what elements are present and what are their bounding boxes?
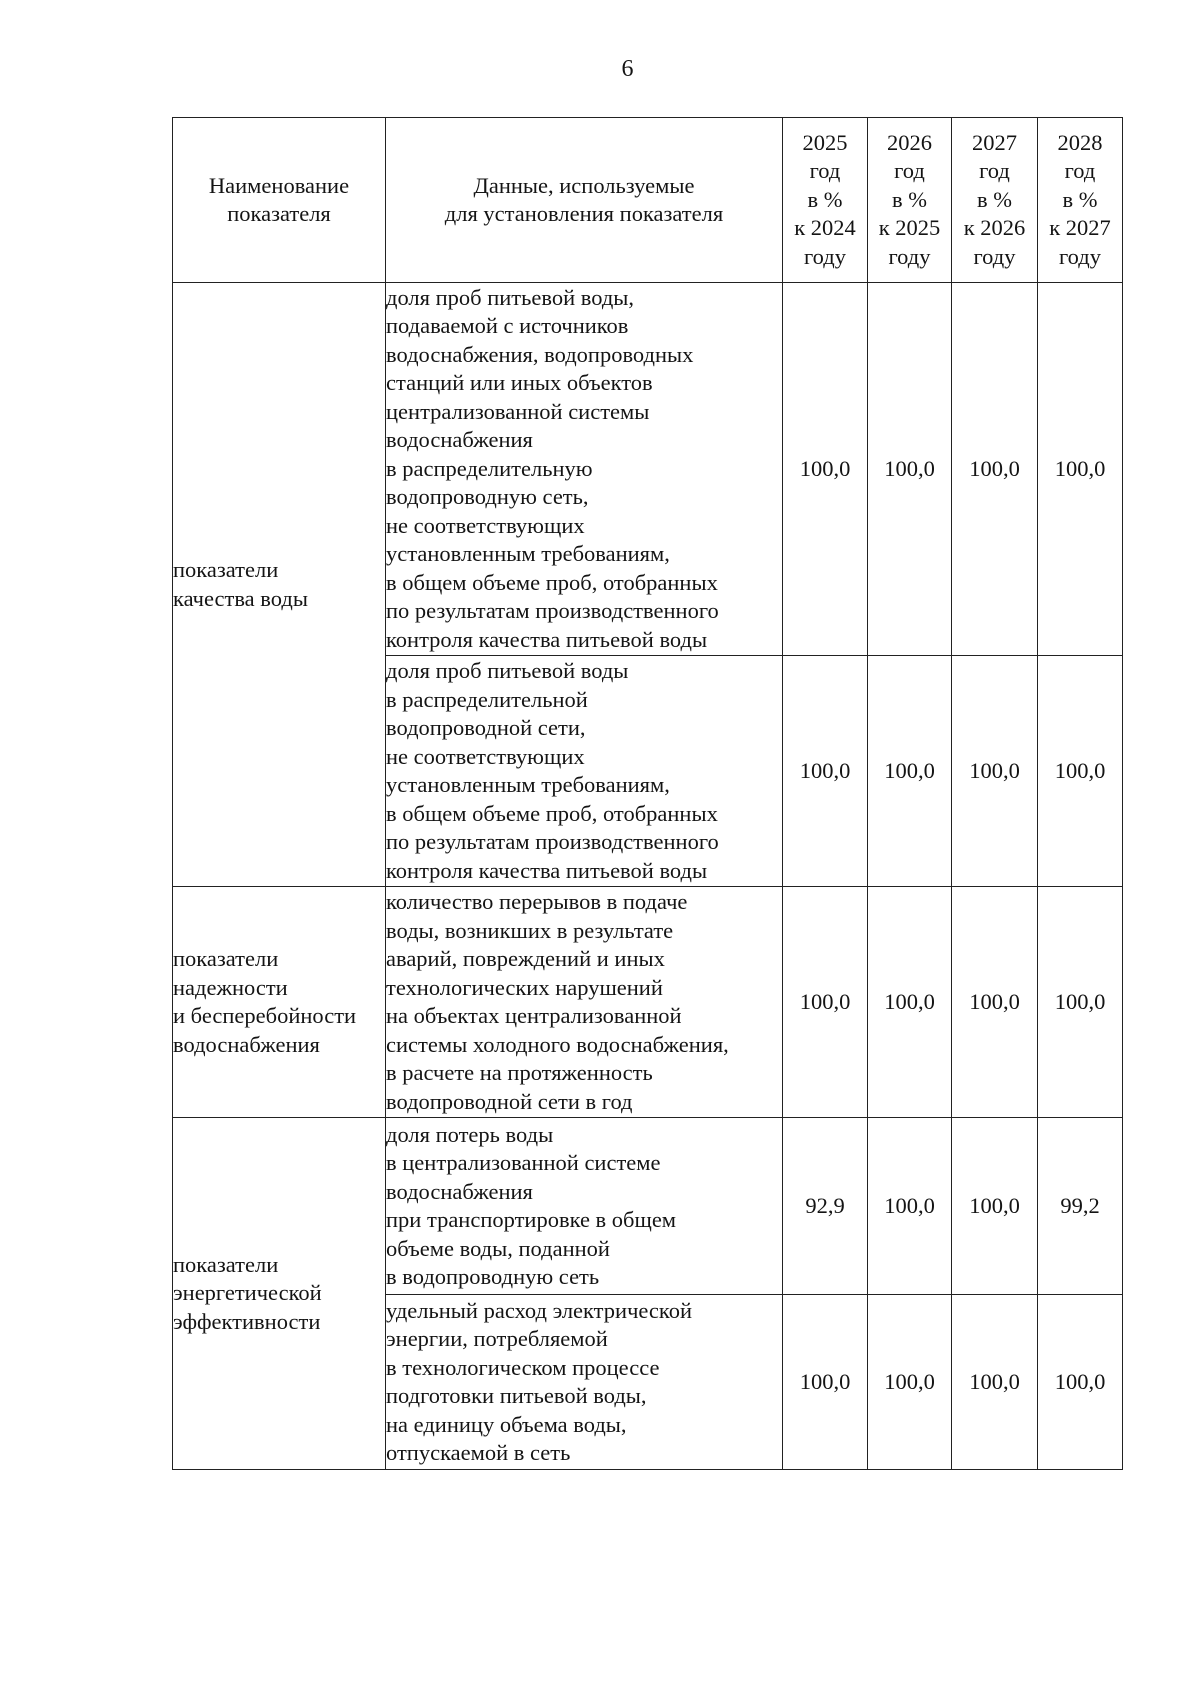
value-2026: 100,0 — [868, 887, 952, 1118]
indicator-name-reliability: показатели надежности и бесперебойности водоснабжения — [173, 887, 386, 1118]
table-row — [173, 887, 1123, 1118]
value-2025: 100,0 — [783, 1295, 868, 1470]
header-year-2026: 2026 год в % к 2025 году — [868, 118, 952, 283]
value-2025: 100,0 — [783, 283, 868, 656]
value-2025: 100,0 — [783, 656, 868, 887]
value-2028: 100,0 — [1038, 1295, 1123, 1470]
value-2025: 100,0 — [783, 887, 868, 1118]
value-2027: 100,0 — [952, 1118, 1038, 1295]
indicator-data: доля потерь воды в централизованной системе водоснабжения при транспортировке в общем объеме воды, поданной в водопроводную сеть — [386, 1118, 783, 1295]
indicator-data: доля проб питьевой воды в распределительной водопроводной сети, не соответствующих установленным требованиям, в общем объеме проб, отобранных по результатам производственного контроля качества питьевой воды — [386, 656, 783, 887]
value-2028: 100,0 — [1038, 283, 1123, 656]
indicator-data: количество перерывов в подаче воды, возникших в результате аварий, повреждений и иных технологических нарушений на объектах централизованной системы холодного водоснабжения, в расчете на протяженность водопроводной сети в год — [386, 887, 783, 1118]
indicator-data: удельный расход электрической энергии, потребляемой в технологическом процессе подготовки питьевой воды, на единицу объема воды, отпускаемой в сеть — [386, 1295, 783, 1470]
value-2026: 100,0 — [868, 283, 952, 656]
indicator-data: доля проб питьевой воды, подаваемой с источников водоснабжения, водопроводных станций или иных объектов централизованной системы водоснабжения в распределительную водопроводную сеть, не соответствующих установленным требованиям, в общем объеме проб, отобранных по результатам производственного контроля качества питьевой воды — [386, 283, 783, 656]
indicators-table — [172, 117, 1123, 1470]
indicator-name-energy-efficiency: показатели энергетической эффективности — [173, 1118, 386, 1470]
value-2026: 100,0 — [868, 1295, 952, 1470]
table-row — [173, 1118, 1123, 1295]
value-2026: 100,0 — [868, 656, 952, 887]
value-2026: 100,0 — [868, 1118, 952, 1295]
indicator-name-water-quality: показатели качества воды — [173, 283, 386, 887]
page-number: 6 — [621, 56, 634, 82]
value-2027: 100,0 — [952, 1295, 1038, 1470]
value-2028: 99,2 — [1038, 1118, 1123, 1295]
table-row — [173, 283, 1123, 656]
value-2027: 100,0 — [952, 887, 1038, 1118]
header-data-used: Данные, используемые для установления показателя — [386, 118, 783, 283]
value-2027: 100,0 — [952, 283, 1038, 656]
value-2028: 100,0 — [1038, 887, 1123, 1118]
header-year-2027: 2027 год в % к 2026 году — [952, 118, 1038, 283]
header-indicator-name: Наименование показателя — [173, 118, 386, 283]
header-year-2028: 2028 год в % к 2027 году — [1038, 118, 1123, 283]
header-year-2025: 2025 год в % к 2024 году — [783, 118, 868, 283]
value-2025: 92,9 — [783, 1118, 868, 1295]
table-header-row — [173, 118, 1123, 283]
value-2028: 100,0 — [1038, 656, 1123, 887]
value-2027: 100,0 — [952, 656, 1038, 887]
